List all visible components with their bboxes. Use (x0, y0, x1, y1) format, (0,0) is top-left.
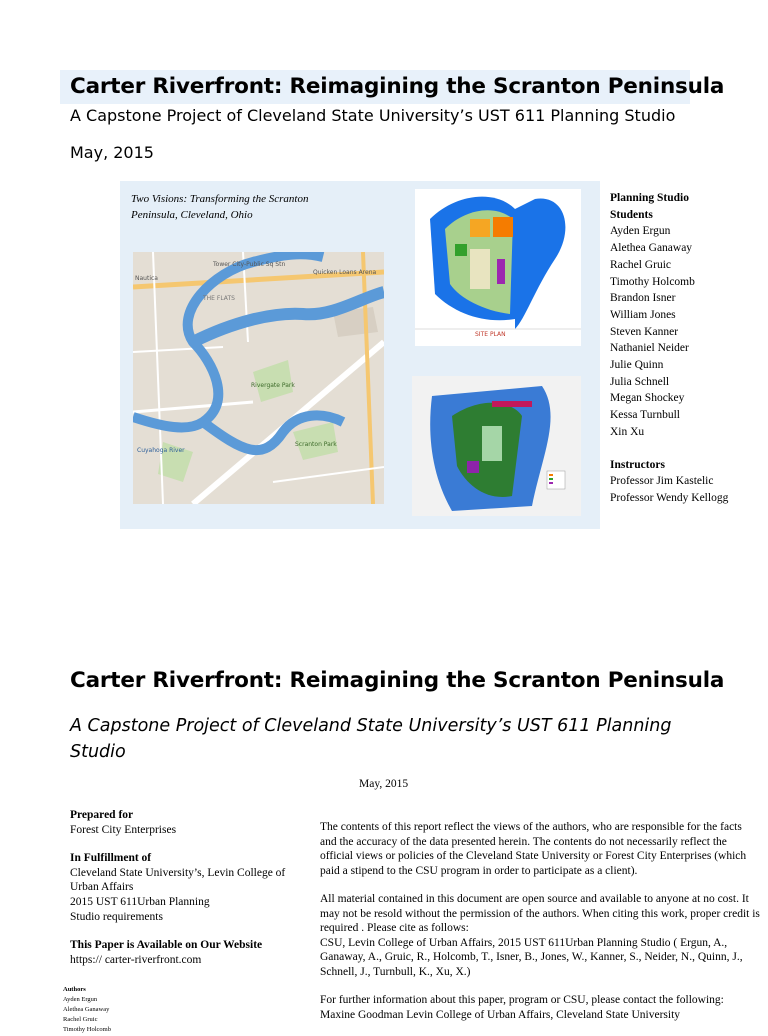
site-plan-image-1 (415, 189, 581, 346)
license-paragraph: All material contained in this document are open source and available to anyone at no cost. It may not be resold without the permission of the authors. When citing this work, proper credit is required . Please cite as follows: (320, 893, 760, 934)
figure-caption (131, 191, 361, 223)
student: Xin Xu (610, 425, 645, 438)
instructors-heading: Instructors (610, 458, 665, 471)
prepared-for-heading: Prepared for (70, 809, 134, 821)
student: Timothy Holcomb (610, 275, 695, 288)
map-label-scranton: Scranton Park (295, 441, 337, 448)
fulfillment-line: Studio requirements (70, 910, 163, 923)
map-label-arena: Quicken Loans Arena (313, 269, 377, 276)
student: Kessa Turnbull (610, 409, 680, 422)
cover-title: Carter Riverfront: Reimagining the Scranton Peninsula (70, 74, 725, 99)
website-heading: This Paper is Available on Our Website (70, 939, 263, 952)
map-label-river: Cuyahoga River (137, 447, 185, 454)
student: Julia Schnell (610, 375, 670, 388)
students-heading-1: Planning Studio (610, 192, 689, 204)
page-date: May, 2015 (359, 778, 409, 790)
author: Alethea Ganaway (63, 1006, 110, 1013)
author: Rachel Gruic (63, 1016, 98, 1023)
students-heading-2: Students (610, 208, 653, 221)
fulfillment-heading: In Fulfillment of (70, 852, 152, 865)
page-title: Carter Riverfront: Reimagining the Scranton Peninsula (70, 668, 725, 693)
page-subtitle: A Capstone Project of Cleveland State University’s UST 611 Planning Studio (70, 716, 672, 762)
figure-caption-line2: Peninsula, Cleveland, Ohio (131, 209, 253, 221)
fulfillment-line: Urban Affairs (70, 881, 134, 894)
site-plan-label: SITE PLAN (475, 331, 506, 338)
credits-column (70, 808, 300, 967)
student: Megan Shockey (610, 392, 685, 405)
map-label-park: Rivergate Park (251, 382, 295, 389)
instructor: Professor Wendy Kellogg (610, 491, 729, 504)
site-plan-image-2 (412, 376, 581, 516)
contact-org: Maxine Goodman Levin College of Urban Affairs, Cleveland State University (320, 1008, 681, 1021)
figure-caption-line1: Two Visions: Transforming the Scranton (131, 193, 309, 205)
map-label-station: Tower City-Public Sq Stn (213, 261, 286, 268)
student: Alethea Ganaway (610, 242, 693, 255)
disclaimer-paragraph: The contents of this report reflect the views of the authors, who are responsible for the facts and the accuracy of the data presented herein. The contents do not necessarily reflect the official views or policies of the Cleveland State University or Forest City Enterprises (which paid a stipend to the CSU program in order to participate as a client). (320, 821, 747, 877)
website-link[interactable]: https:// carter-riverfront.com (70, 953, 202, 966)
student: Julie Quinn (610, 359, 664, 372)
authors-heading: Authors (63, 986, 86, 993)
fulfillment-line: Cleveland State University’s, Levin College of (70, 866, 286, 879)
authors-list (63, 985, 111, 1035)
roster (610, 190, 728, 507)
student: Nathaniel Neider (610, 342, 689, 355)
student: Brandon Isner (610, 292, 676, 305)
prepared-for: Forest City Enterprises (70, 823, 177, 836)
cover-date: May, 2015 (70, 143, 154, 162)
student: Ayden Ergun (610, 225, 671, 238)
student: William Jones (610, 308, 676, 321)
instructor: Professor Jim Kastelic (610, 475, 714, 488)
citation-text: CSU, Levin College of Urban Affairs, 2015 UST 611Urban Planning Studio ( Ergun, A., Ganaway, A., Gruic, R., Holcomb, T., Isner, B., Jones, W., Kanner, S., Neider, N., Quinn, J., Schnell, J., Turnbull, K., Xu, X.) (320, 936, 743, 978)
student: Steven Kanner (610, 325, 679, 338)
map-label-flats: THE FLATS (203, 295, 235, 302)
map-label-nautica: Nautica (135, 275, 158, 282)
student: Rachel Gruic (610, 258, 671, 271)
author: Ayden Ergun (63, 996, 98, 1003)
street-map (133, 252, 384, 504)
author: Timothy Holcomb (63, 1026, 111, 1033)
contact-paragraph: For further information about this paper, program or CSU, please contact the following: (320, 994, 724, 1006)
disclaimer-column (320, 820, 760, 1036)
cover-subtitle: A Capstone Project of Cleveland State University’s UST 611 Planning Studio (70, 106, 676, 125)
fulfillment-line: 2015 UST 611Urban Planning (70, 895, 210, 908)
